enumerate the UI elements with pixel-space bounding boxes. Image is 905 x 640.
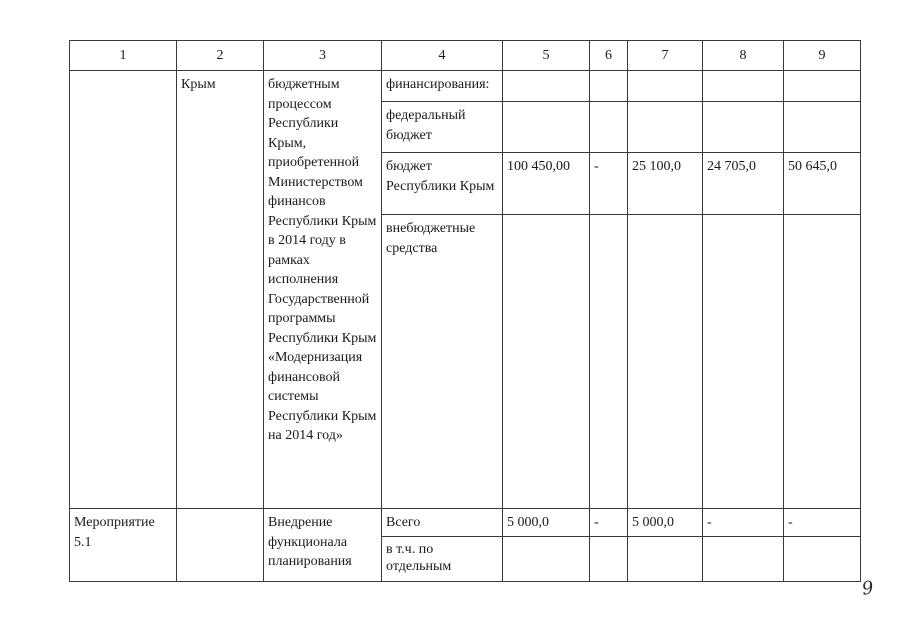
block2-col1: Мероприятие 5.1 bbox=[70, 509, 177, 582]
value-col8 bbox=[703, 102, 784, 153]
budget-table bbox=[69, 40, 861, 582]
value-col8: 24 705,0 bbox=[703, 153, 784, 215]
funding-source: финансирования: bbox=[382, 71, 503, 102]
value-col5 bbox=[503, 71, 590, 102]
value-col9: 50 645,0 bbox=[784, 153, 861, 215]
value-col7: 25 100,0 bbox=[628, 153, 703, 215]
header-cell-2: 2 bbox=[177, 41, 264, 71]
value-col7 bbox=[628, 537, 703, 582]
header-cell-6: 6 bbox=[590, 41, 628, 71]
value-col5: 5 000,0 bbox=[503, 509, 590, 537]
funding-source: в т.ч. по отдельным bbox=[382, 537, 503, 582]
header-cell-9: 9 bbox=[784, 41, 861, 71]
value-col7 bbox=[628, 71, 703, 102]
value-col6 bbox=[590, 215, 628, 509]
value-col8 bbox=[703, 215, 784, 509]
block1-col2: Крым bbox=[177, 71, 264, 509]
value-col8 bbox=[703, 71, 784, 102]
funding-source: бюджет Республики Крым bbox=[382, 153, 503, 215]
header-cell-1: 1 bbox=[70, 41, 177, 71]
value-col5: 100 450,00 bbox=[503, 153, 590, 215]
value-col6 bbox=[590, 102, 628, 153]
value-col9 bbox=[784, 71, 861, 102]
block1-col1 bbox=[70, 71, 177, 509]
block2-col3: Внедрение функционала планирования bbox=[264, 509, 382, 582]
header-cell-3: 3 bbox=[264, 41, 382, 71]
value-col8: - bbox=[703, 509, 784, 537]
header-cell-4: 4 bbox=[382, 41, 503, 71]
value-col8 bbox=[703, 537, 784, 582]
funding-source: Всего bbox=[382, 509, 503, 537]
value-col5 bbox=[503, 215, 590, 509]
page-number: 9 bbox=[860, 577, 875, 600]
header-cell-5: 5 bbox=[503, 41, 590, 71]
value-col6: - bbox=[590, 509, 628, 537]
funding-source: внебюджетные средства bbox=[382, 215, 503, 509]
value-col6: - bbox=[590, 153, 628, 215]
block2-col2 bbox=[177, 509, 264, 582]
value-col6 bbox=[590, 537, 628, 582]
table-row bbox=[70, 71, 861, 102]
value-col5 bbox=[503, 102, 590, 153]
value-col5 bbox=[503, 537, 590, 582]
value-col9 bbox=[784, 215, 861, 509]
table-row bbox=[70, 509, 861, 537]
funding-source: федеральный бюджет bbox=[382, 102, 503, 153]
value-col9 bbox=[784, 102, 861, 153]
value-col7 bbox=[628, 215, 703, 509]
block1-col3: бюджетным процессом Республики Крым, приобретенной Министерством финансов Республики Крым в 2014 году в рамках исполнения Государственной программы Республики Крым «Модернизация финансовой системы Республики Крым на 2014 год» bbox=[264, 71, 382, 509]
value-col7: 5 000,0 bbox=[628, 509, 703, 537]
header-cell-8: 8 bbox=[703, 41, 784, 71]
value-col9 bbox=[784, 537, 861, 582]
header-row bbox=[70, 41, 861, 71]
header-cell-7: 7 bbox=[628, 41, 703, 71]
value-col7 bbox=[628, 102, 703, 153]
value-col6 bbox=[590, 71, 628, 102]
value-col9: - bbox=[784, 509, 861, 537]
